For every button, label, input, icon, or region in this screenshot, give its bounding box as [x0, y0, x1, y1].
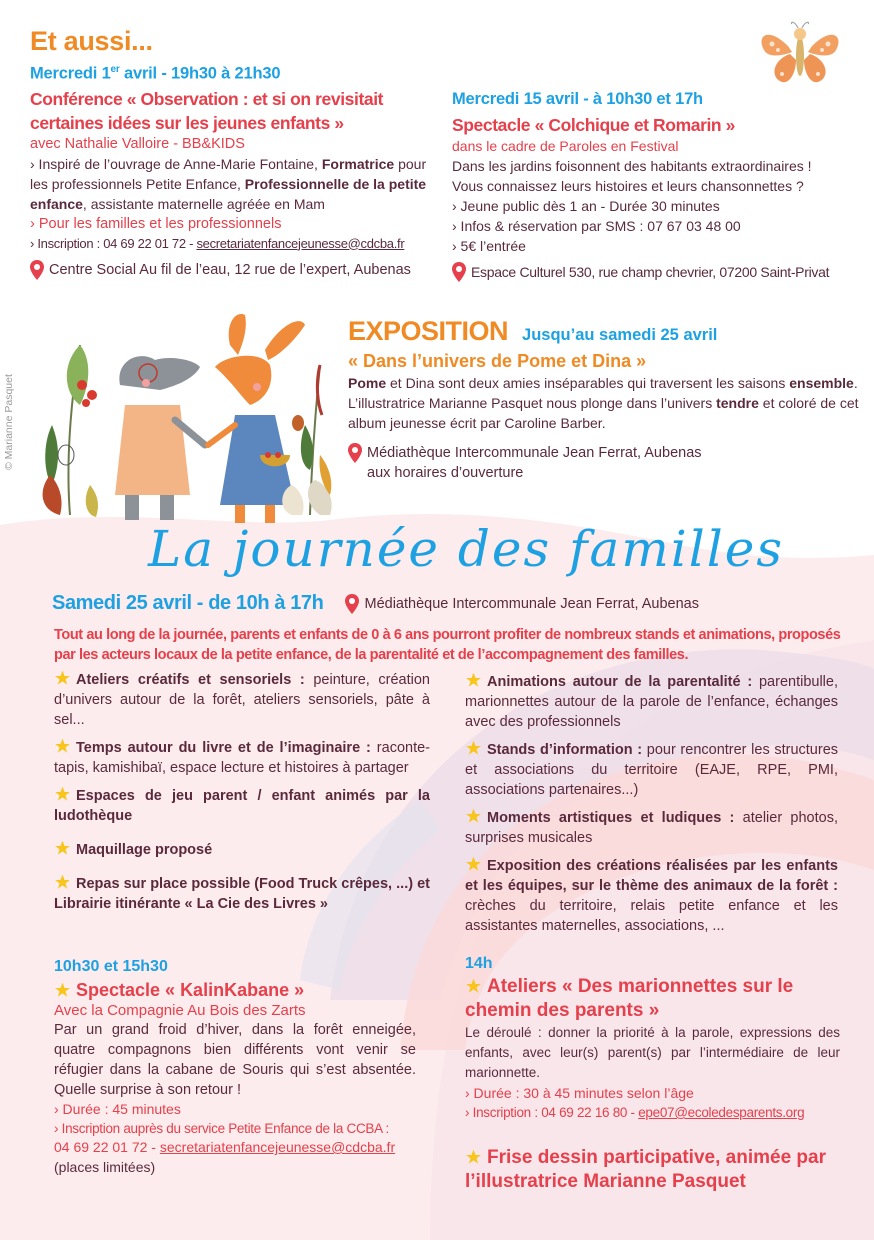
event-description: Dans les jardins foisonnent des habitants extraordinaires ! Vous connaissez leurs histoires et leurs chansonnettes ? › Jeune public dès 1 an - Durée 30 minutes › Infos & réservation par SMS : 07 67 03 48 00 › 5€ l’entrée [452, 158, 812, 254]
event-inscription: › Inscription auprès du service Petite Enfance de la CCBA : [54, 1121, 389, 1136]
event-title: Conférence « Observation : et si on revisitait certaines idées sur les jeunes enfants » [30, 88, 384, 133]
email-link[interactable]: epe07@ecoledesparents.org [638, 1105, 805, 1120]
event-duration: › Durée : 45 minutes [54, 1101, 181, 1117]
event-time: 10h30 et 15h30 [54, 958, 168, 975]
event-duration: › Durée : 30 à 45 minutes selon l’âge [465, 1085, 694, 1101]
activity-item: Repas sur place possible (Food Truck crêpes, ...) et Librairie itinérante « La Cie des Livres » [54, 876, 430, 912]
event-marionnettes [465, 955, 840, 1123]
star-icon [465, 856, 482, 872]
event-description: › Inspiré de l’ouvrage de Anne-Marie Fontaine, Formatrice pour les professionnels Petite Enfance, Professionnelle de la petite enfance, assistante maternelle agréée en Mam [30, 155, 427, 212]
photo-credit: © Marianne Pasquet [3, 374, 15, 470]
event-inscription: › Inscription : 04 69 22 01 72 - secretariatenfancejeunesse@cdcba.fr [30, 235, 405, 251]
star-icon [54, 738, 71, 754]
activity-item: Temps autour du livre et de l’imaginaire : raconte-tapis, kamishibaï, espace lecture et histoires à partager [54, 740, 430, 776]
event-speaker: avec Nathalie Valloire - BB&KIDS [30, 135, 245, 152]
event-location: Espace Culturel 530, rue champ chevrier, 07200 Saint-Privat [452, 262, 862, 282]
location-pin-icon [348, 443, 362, 463]
exposition-label: EXPOSITION [348, 316, 509, 346]
location-pin-icon [345, 594, 359, 614]
star-icon [465, 978, 482, 994]
email-link[interactable]: secretariatenfancejeunesse@cdcba.fr [196, 235, 405, 251]
event-spectacle [452, 90, 862, 282]
event-audience: › Pour les familles et les professionnels [30, 215, 282, 232]
exposition-title: « Dans l’univers de Pome et Dina » [348, 351, 647, 371]
activity-item: Stands d’information : pour rencontrer les structures et associations du territoire (EAJE, RPE, PMI, associations partenaires...) [465, 742, 839, 798]
journee-header [52, 592, 699, 615]
event-context: dans le cadre de Paroles en Festival [452, 138, 679, 154]
star-icon [54, 670, 71, 686]
event-frise: Frise dessin participative, animée par l’illustratrice Marianne Pasquet [465, 1147, 826, 1192]
exposition-date: Jusqu’au samedi 25 avril [522, 326, 718, 344]
star-icon [54, 874, 71, 890]
event-title: Spectacle « Colchique et Romarin » [452, 115, 736, 135]
star-icon [465, 740, 482, 756]
star-icon [54, 982, 71, 998]
activity-item: Moments artistiques et ludiques : atelier photos, surprises musicales [465, 810, 838, 846]
location-pin-icon [452, 262, 466, 282]
event-description: Le déroulé : donner la priorité à la parole, expressions des enfants, avec leur(s) parent(s) par l’intermédiaire de leur marionnette. [465, 1025, 840, 1080]
activity-item: Exposition des créations réalisées par les enfants et les équipes, sur le thème des animaux de la forêt : crèches du territoire, relais petite enfance et les assistantes maternelles, associations, ... [465, 858, 838, 934]
event-time: 14h [465, 955, 493, 972]
event-title: Spectacle « KalinKabane » [54, 978, 416, 1002]
email-link[interactable]: secretariatenfancejeunesse@cdcba.fr [159, 1139, 396, 1155]
butterfly-illustration [758, 16, 842, 88]
pome-dina-illustration [30, 305, 340, 525]
event-description: Par un grand froid d’hiver, dans la forêt enneigée, quatre compagnons bien différents vont venir se réfugier dans la cabane de Souris qui s’est absentée. Quelle surprise à son retour ! [54, 1022, 416, 1098]
star-icon [54, 786, 71, 802]
star-icon [465, 672, 482, 688]
activity-item: Ateliers créatifs et sensoriels : peinture, création d’univers autour de la forêt, ateliers sensoriels, pâte à sel... [54, 672, 430, 728]
exposition-description: Pome et Dina sont deux amies inséparables qui traversent les saisons ensemble. L’illustratrice Marianne Pasquet nous plonge dans l’univers tendre et coloré de cet album jeunesse écrit par Caroline Barber. [348, 375, 859, 431]
star-icon [465, 808, 482, 824]
event-company: Avec la Compagnie Au Bois des Zarts [54, 1002, 306, 1019]
event-date: Mercredi 15 avril - à 10h30 et 17h [452, 90, 703, 108]
journee-intro: Tout au long de la journée, parents et enfants de 0 à 6 ans pourront profiter de nombreux stands et animations, proposés par les acteurs locaux de la petite enfance, de la parentalité et de l’accompagnement des familles. [54, 627, 841, 663]
activity-item: Animations autour de la parentalité : parentibulle, marionnettes autour de la parole de l’enfance, échanges avec des professionnels [465, 674, 838, 730]
activity-item: Maquillage proposé [54, 840, 430, 860]
journee-date: Samedi 25 avril - de 10h à 17h [52, 592, 324, 614]
journee-location: Médiathèque Intercommunale Jean Ferrat, Aubenas [345, 594, 699, 614]
star-icon [465, 1149, 482, 1165]
event-inscription: › Inscription : 04 69 22 16 80 - epe07@ecoledesparents.org [465, 1105, 805, 1120]
activity-item: Espaces de jeu parent / enfant animés par la ludothèque [54, 788, 430, 824]
event-kalinkabane [54, 958, 416, 1177]
exposition-section [348, 316, 863, 483]
activities-left [54, 670, 430, 922]
star-icon [54, 840, 71, 856]
event-note: (places limitées) [54, 1159, 156, 1175]
exposition-location: Médiathèque Intercommunale Jean Ferrat, Aubenas aux horaires d’ouverture [348, 443, 863, 483]
event-conference [30, 64, 435, 280]
event-date: Mercredi 1er avril - 19h30 à 21h30 [30, 64, 281, 83]
event-location: Centre Social Au fil de l’eau, 12 rue de l’expert, Aubenas [30, 260, 435, 280]
activities-right [465, 672, 838, 944]
event-title: Ateliers « Des marionnettes sur le chemin des parents » [465, 976, 794, 1021]
section-title-et-aussi: Et aussi... [30, 26, 153, 56]
location-pin-icon [30, 260, 44, 280]
journee-title: La journée des familles [148, 520, 784, 578]
event-contact: 04 69 22 01 72 - secretariatenfancejeunesse@cdcba.fr [54, 1139, 396, 1155]
